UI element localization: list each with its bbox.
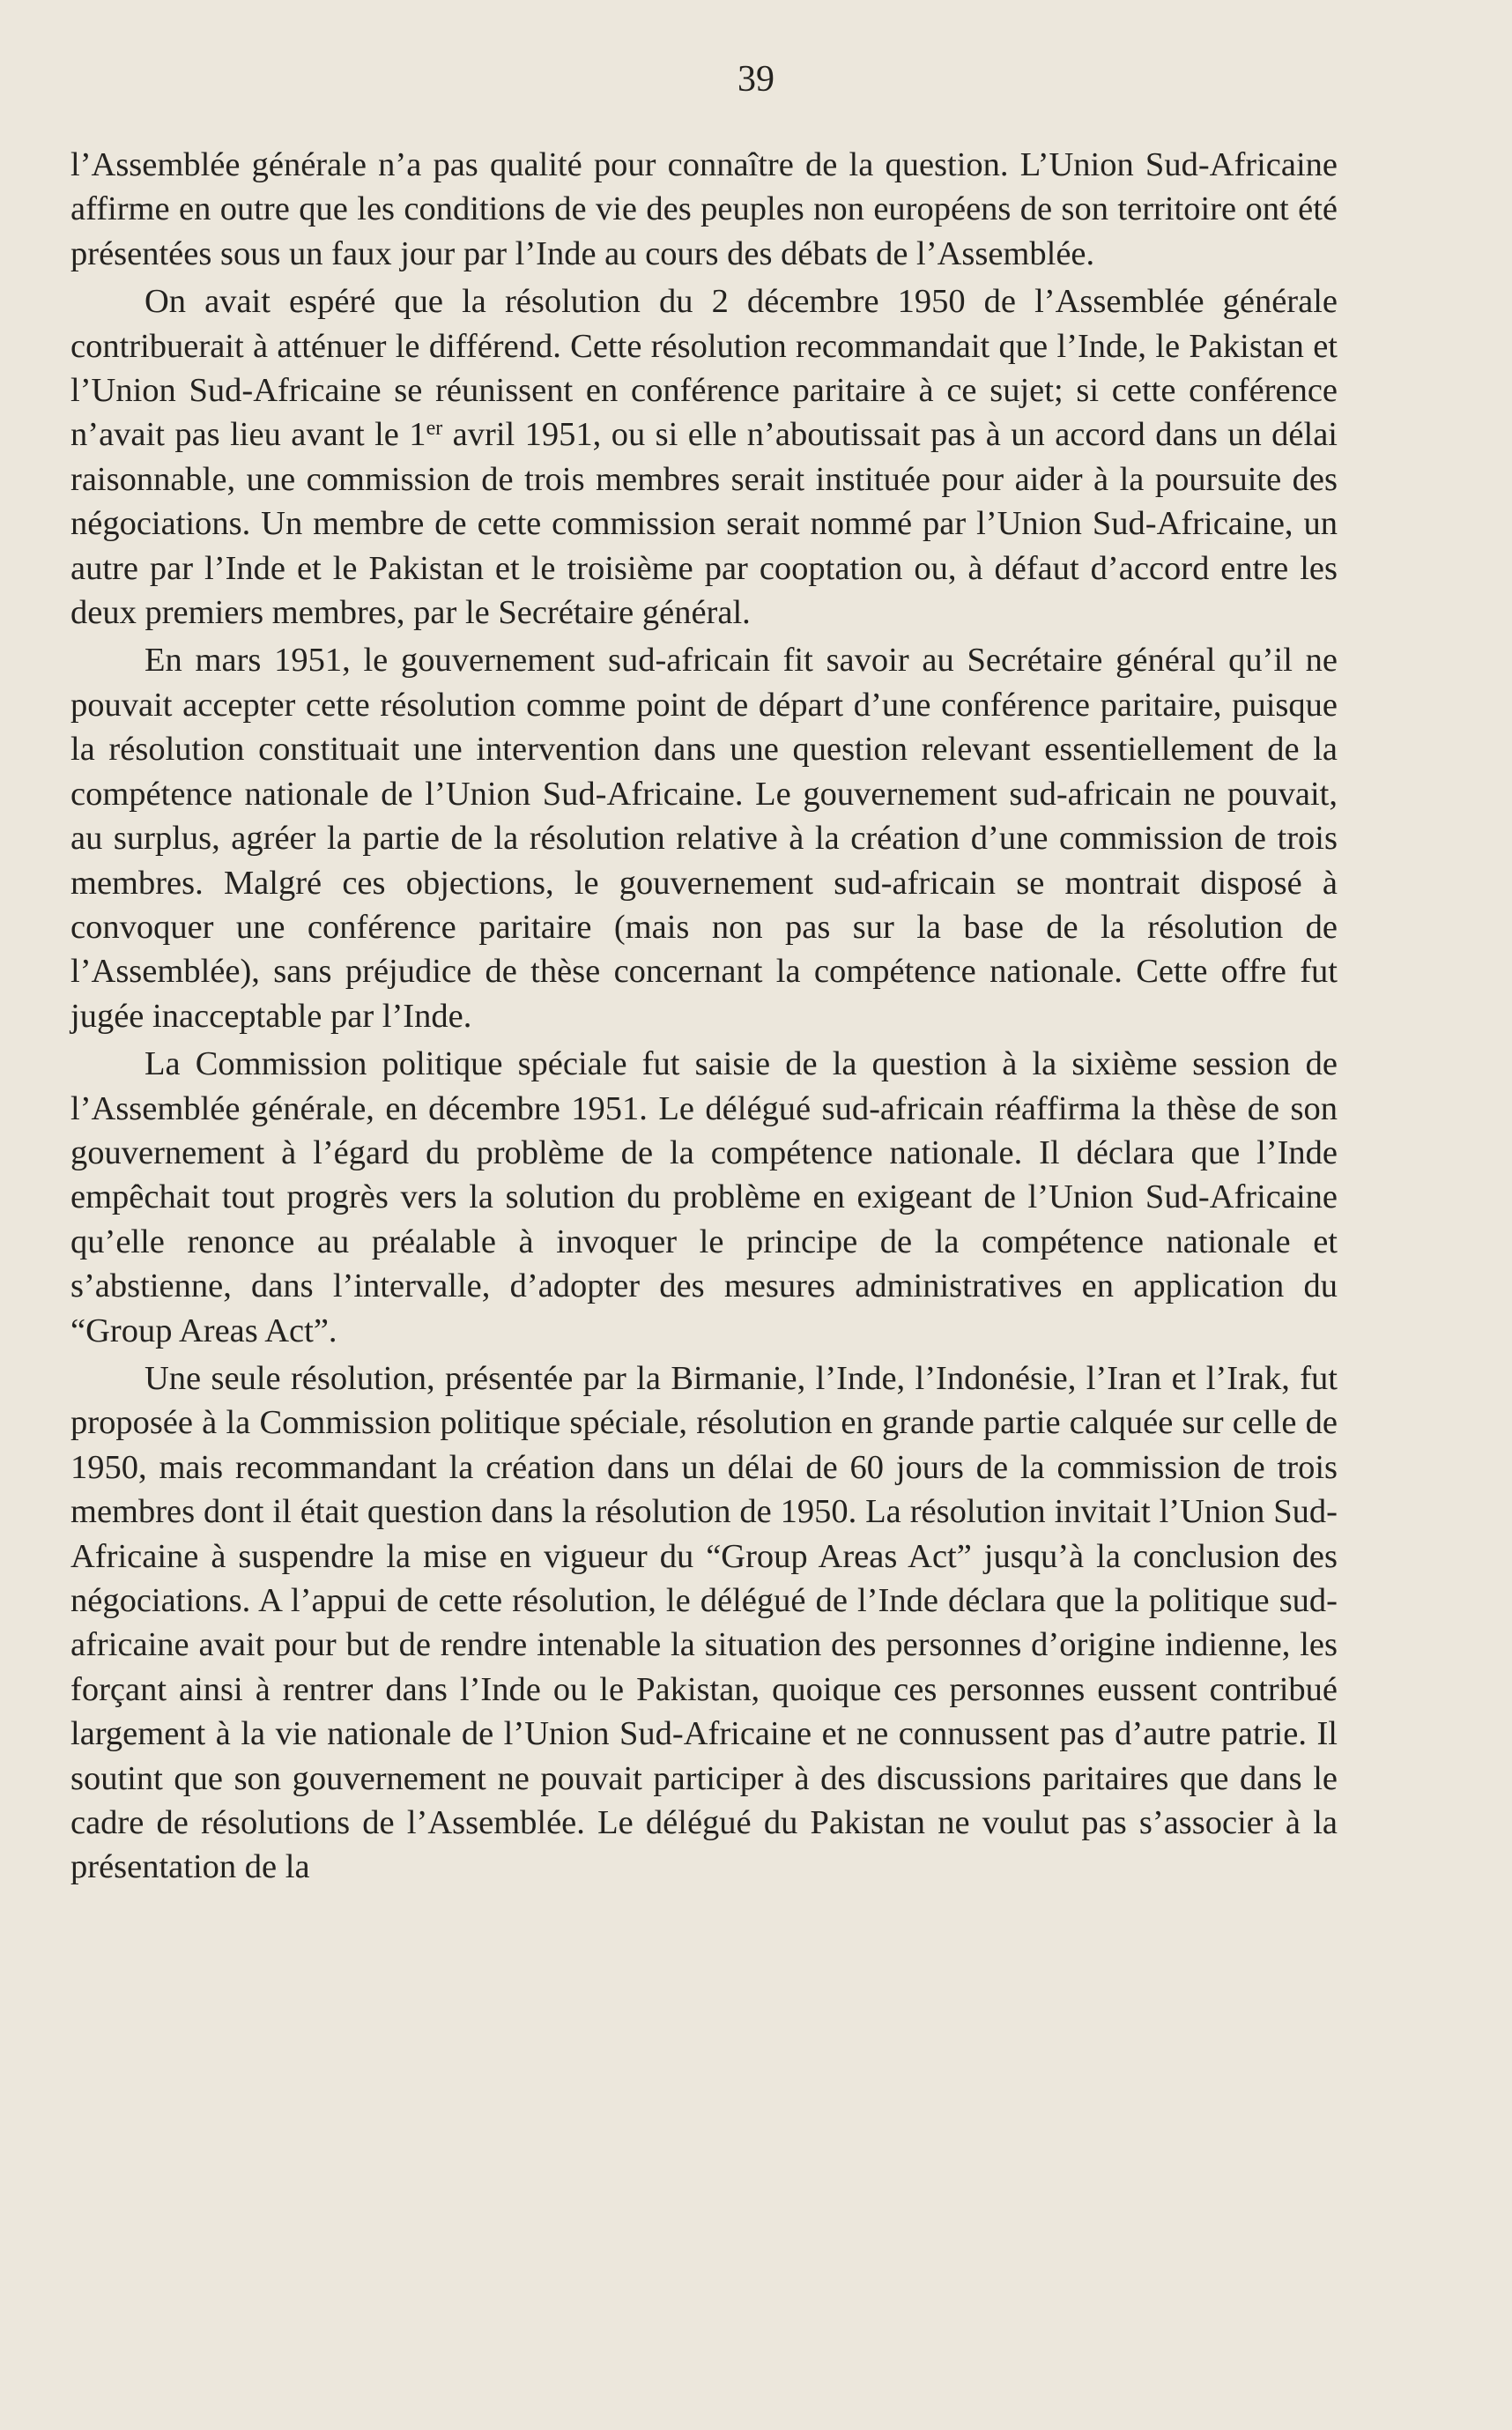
body-text — [70, 143, 1338, 1893]
paragraph-3: En mars 1951, le gouvernement sud-africain fit savoir au Secrétaire général qu’il ne pouvait accepter cette résolution comme point de départ d’une conférence paritaire, puisque la résolution constituait une intervention dans une question relevant essentiellement de la compétence nationale de l’Union Sud-Africaine. Le gouvernement sud-africain ne pouvait, au surplus, agréer la partie de la résolution relative à la création d’une commission de trois membres. Malgré ces objections, le gouvernement sud-africain se montrait disposé à convoquer une conférence paritaire (mais non pas sur la base de la résolution de l’Assemblée), sans préjudice de thèse concernant la compétence nationale. Cette offre fut jugée inacceptable par l’Inde. — [70, 642, 1338, 1035]
paragraph-2 — [70, 279, 1338, 635]
paragraph-4: La Commission politique spéciale fut saisie de la question à la sixième session de l’Assemblée générale, en décembre 1951. Le délégué sud-africain réaffirma la thèse de son gouvernement à l’égard du problème de la compétence nationale. Il déclara que l’Inde empêchait tout progrès vers la solution du problème en exigeant de l’Union Sud-Africaine qu’elle renonce au préalable à invoquer le principe de la compétence nationale et s’abstienne, dans l’intervalle, d’adopter des mesures administratives en application du “Group Areas Act”. — [70, 1045, 1338, 1349]
paragraph-5: Une seule résolution, présentée par la Birmanie, l’Inde, l’Indonésie, l’Iran et l’Irak, fut proposée à la Commission politique spéciale, résolution en grande partie calquée sur celle de 1950, mais recommandant la création dans un délai de 60 jours de la commission de trois membres dont il était question dans la résolution de 1950. La résolution invitait l’Union Sud-Africaine à suspendre la mise en vigueur du “Group Areas Act” jusqu’à la conclusion des négociations. A l’appui de cette résolution, le délégué de l’Inde déclara que la politique sud-africaine avait pour but de rendre intenable la situation des personnes d’origine indienne, les forçant ainsi à rentrer dans l’Inde ou le Pakistan, quoique ces personnes eussent contribué largement à la vie nationale de l’Union Sud-Africaine et ne connussent pas d’autre patrie. Il soutint que son gouvernement ne pouvait participer à des discussions paritaires que dans le cadre de résolutions de l’Assemblée. Le délégué du Pakistan ne voulut pas s’associer à la présentation de la — [70, 1359, 1338, 1886]
paragraph-2-part-2: avril 1951, ou si elle n’aboutissait pas à un accord dans un délai raisonnable, une commission de trois membres serait instituée pour aider à la poursuite des négociations. Un membre de cette commission serait nommé par l’Union Sud-Africaine, un autre par l’Inde et le Pakistan et le troisième par cooptation ou, à défaut d’accord entre les deux premiers membres, par le Secrétaire général. — [70, 416, 1338, 632]
paragraph-2-part-1: On avait espéré que la résolution du 2 décembre 1950 de l’Assemblée générale contribuerait à atténuer le différend. Cette résolution recommandait que l’Inde, le Pakistan et l’Union Sud-Africaine se réunissent en conférence paritaire à ce sujet; si cette conférence n’avait pas lieu avant le 1 — [70, 283, 1338, 454]
ordinal-superscript: er — [426, 417, 443, 441]
paragraph-1: l’Assemblée générale n’a pas qualité pour connaître de la question. L’Union Sud-Africaine affirme en outre que les conditions de vie des peuples non européens de son territoire ont été présentées sous un faux jour par l’Inde au cours des débats de l’Assemblée. — [70, 146, 1338, 272]
page-number: 39 — [737, 59, 775, 100]
